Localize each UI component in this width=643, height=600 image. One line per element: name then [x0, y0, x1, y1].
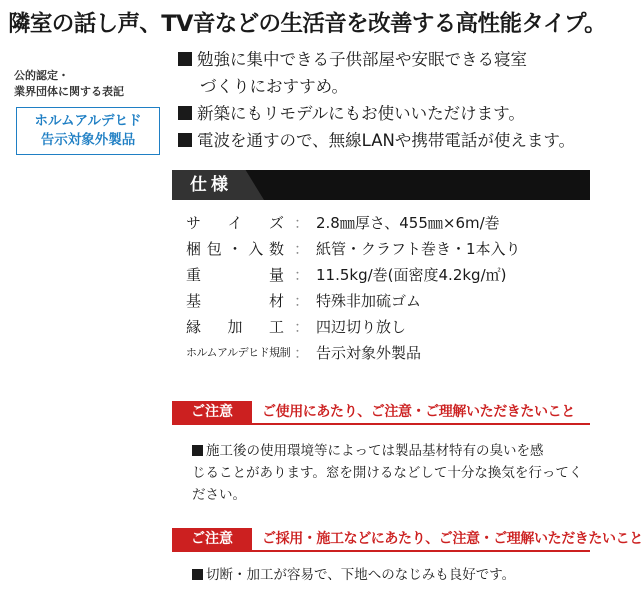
- spec-value: 四辺切り放し: [316, 318, 407, 336]
- spec-row-formaldehyde: [186, 340, 586, 366]
- spec-row-edge-finish: [186, 314, 586, 340]
- feature-item-continued: [178, 73, 598, 100]
- spec-value: 11.5kg/巻(面密度4.2kg/㎡): [316, 266, 507, 284]
- notice-label: ご注意: [172, 528, 252, 550]
- notice-label: ご注意: [172, 401, 252, 423]
- spec-key: [186, 262, 284, 288]
- spec-colon: ：: [294, 214, 310, 232]
- feature-item: [178, 100, 598, 127]
- notice-title: ご採用・施工などにあたり、ご注意・ご理解いただきたいこと: [262, 531, 643, 547]
- spec-colon: ：: [294, 318, 310, 336]
- spec-key: [186, 236, 284, 262]
- spec-title: 仕様: [190, 175, 232, 195]
- spec-colon: ：: [294, 266, 310, 284]
- notice-banner-installation: [172, 528, 643, 552]
- notice-line-text: 切断・加工が容易で、下地へのなじみも良好です。: [206, 567, 516, 583]
- feature-text: 勉強に集中できる子供部屋や安眠できる寝室: [197, 50, 527, 69]
- spec-colon: ：: [294, 292, 310, 310]
- notice-title: ご使用にあたり、ご注意・ご理解いただきたいこと: [262, 404, 575, 420]
- notice-line: [192, 440, 590, 462]
- square-bullet-icon: [178, 133, 192, 147]
- spec-key-char: 梱: [186, 240, 202, 258]
- spec-key: [186, 210, 284, 236]
- feature-item: [178, 127, 598, 154]
- square-bullet-icon: [192, 445, 203, 456]
- feature-list: [178, 46, 598, 154]
- notice-line-text: 施工後の使用環境等によっては製品基材特有の臭いを感: [206, 443, 544, 459]
- spec-key-char: 重: [186, 266, 202, 284]
- spec-key-char: 加: [227, 318, 243, 336]
- spec-key-char: ズ: [268, 214, 284, 232]
- spec-row-weight: [186, 262, 586, 288]
- headline: 隣室の話し声、TV音などの生活音を改善する高性能タイプ。: [8, 11, 607, 37]
- spec-key-char: 基: [186, 292, 202, 310]
- spec-key-char: 量: [268, 266, 284, 284]
- spec-value: 告示対象外製品: [316, 344, 422, 362]
- certification-badge-line1: ホルムアルデヒド: [34, 113, 142, 129]
- certification-label: [14, 68, 174, 100]
- spec-key-char: イ: [227, 214, 243, 232]
- spec-value: 特殊非加硫ゴム: [316, 292, 422, 310]
- spec-key: ホルムアルデヒド規制: [186, 346, 291, 359]
- spec-table: [186, 210, 586, 366]
- notice-line: じることがあります。窓を開けるなどして十分な換気を行ってく: [192, 465, 583, 481]
- notice-text-installation: [192, 564, 590, 586]
- square-bullet-icon: [178, 52, 192, 66]
- spec-key-char: 材: [268, 292, 284, 310]
- spec-value: 紙管・クラフト巻き・1本入り: [316, 240, 521, 258]
- certification-badge: [16, 107, 160, 155]
- spec-key-char: 入: [248, 240, 264, 258]
- feature-item: [178, 46, 598, 73]
- certification-badge-line2: 告示対象外製品: [40, 132, 136, 148]
- spec-key: [186, 288, 284, 314]
- notice-line: ださい。: [192, 487, 246, 503]
- certification-label-line2: 業界団体に関する表記: [14, 85, 124, 98]
- feature-text: 電波を通すので、無線LANや携帯電話が使えます。: [197, 131, 576, 150]
- spec-key-char: 包: [206, 240, 222, 258]
- spec-colon: ：: [294, 240, 310, 258]
- spec-key-char: ・: [227, 240, 243, 258]
- notice-line: [192, 564, 590, 586]
- spec-key-char: 数: [268, 240, 284, 258]
- spec-row-size: [186, 210, 586, 236]
- certification-label-line1: 公的認定・: [14, 69, 69, 82]
- spec-row-base-material: [186, 288, 586, 314]
- spec-key-char: 工: [268, 318, 284, 336]
- notice-text-usage: [192, 440, 590, 506]
- feature-text: づくりにおすすめ。: [200, 77, 349, 96]
- notice-banner-usage: [172, 401, 590, 425]
- spec-colon: ：: [294, 344, 310, 362]
- square-bullet-icon: [178, 106, 192, 120]
- spec-key-char: サ: [186, 214, 202, 232]
- spec-key: [186, 314, 284, 340]
- spec-row-packaging: [186, 236, 586, 262]
- spec-value: 2.8㎜厚さ、455㎜×6m/巻: [316, 214, 500, 232]
- square-bullet-icon: [192, 569, 203, 580]
- feature-text: 新築にもリモデルにもお使いいただけます。: [197, 104, 525, 123]
- spec-key-char: 縁: [186, 318, 202, 336]
